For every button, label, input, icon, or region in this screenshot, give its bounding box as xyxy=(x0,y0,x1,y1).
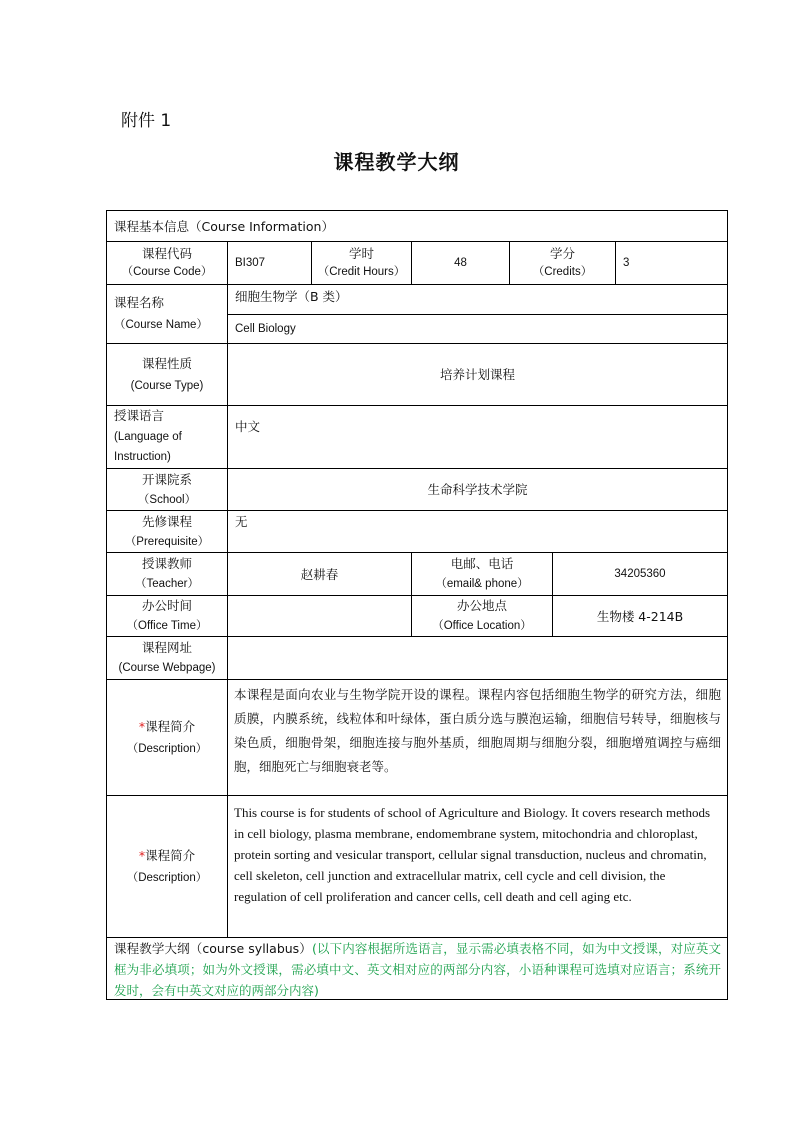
webpage-label-cn: 课程网址 xyxy=(141,640,192,655)
contact-label-en: （email& phone） xyxy=(435,578,529,590)
description-label-text: 课程简介 xyxy=(145,718,196,734)
course-name-en-value xyxy=(228,315,727,343)
office-time-label-cn: 办公时间 xyxy=(141,598,192,613)
credit-hours-label-en: （Credit Hours） xyxy=(317,266,406,278)
office-time-label-en: （Office Time） xyxy=(126,620,208,632)
description-en-label xyxy=(107,796,227,937)
credits-label-en: （Credits） xyxy=(532,266,593,278)
course-name-label-en: （Course Name） xyxy=(114,319,208,331)
course-name-label-cn: 课程名称 xyxy=(114,295,165,310)
office-location-label xyxy=(412,596,552,636)
description-en-label-en: （Description） xyxy=(126,871,208,884)
description-en-value xyxy=(228,796,727,937)
office-time-value xyxy=(228,596,411,636)
attachment-label: 附件 1 xyxy=(121,111,172,131)
contact-text: 34205360 xyxy=(614,567,666,580)
office-time-label xyxy=(107,596,227,636)
page-title: 课程教学大纲 xyxy=(333,150,460,174)
contact-label xyxy=(412,553,552,595)
description-cn-label xyxy=(107,680,227,795)
office-location-label-en: （Office Location） xyxy=(432,620,532,632)
course-info-heading-text: 课程基本信息（Course Information） xyxy=(114,218,334,234)
language-label xyxy=(107,406,227,468)
teacher-value xyxy=(228,553,411,595)
school-label-en: （School） xyxy=(137,493,197,506)
course-name-cn-value xyxy=(228,285,727,314)
course-code-label xyxy=(107,242,227,284)
credits-value xyxy=(616,242,727,284)
required-mark: * xyxy=(138,718,146,734)
course-name-cn-text: 细胞生物学（B 类） xyxy=(235,289,348,304)
prerequisite-value xyxy=(228,511,727,552)
syllabus-label: 课程教学大纲（course syllabus） xyxy=(114,941,312,956)
teacher-label-en: （Teacher） xyxy=(135,578,199,590)
syllabus-note: (以下内容根据所选语言，显示需必填表格不同，如为中文授课，对应英文框为非必填项；如为外文授课，需必填中文、英文相对应的两部分内容，小语种课程可选填对应语言；系统开发时，会有中英文对应的两部分内容) xyxy=(114,941,721,998)
language-label-en-1: (Language of xyxy=(114,430,182,443)
language-value xyxy=(228,406,727,468)
language-label-cn: 授课语言 xyxy=(114,408,165,423)
prerequisite-label-en: （Prerequisite） xyxy=(124,535,210,548)
school-value xyxy=(228,469,727,510)
course-info-heading xyxy=(107,211,727,241)
webpage-value xyxy=(228,637,727,679)
school-label-cn: 开课院系 xyxy=(141,471,192,487)
office-location-text: 生物楼 4-214B xyxy=(596,608,684,624)
credit-hours-text: 48 xyxy=(454,256,467,269)
teacher-label-cn: 授课教师 xyxy=(141,556,192,571)
credits-label xyxy=(510,242,615,284)
prerequisite-label-cn: 先修课程 xyxy=(141,513,192,529)
credit-hours-value xyxy=(412,242,509,284)
course-type-label-cn: 课程性质 xyxy=(141,355,192,371)
course-name-en-text: Cell Biology xyxy=(235,322,296,335)
course-code-label-en: （Course Code） xyxy=(121,266,213,278)
language-text: 中文 xyxy=(235,419,261,434)
description-cn-value xyxy=(228,680,727,795)
description-cn-label-cn xyxy=(139,716,195,738)
webpage-label-en: (Course Webpage) xyxy=(118,662,216,674)
credit-hours-label-cn: 学时 xyxy=(348,246,374,261)
table-rule xyxy=(727,210,728,1000)
description-cn-text: 本课程是面向农业与生物学院开设的课程。课程内容包括细胞生物学的研究方法，细胞质膜，内膜系统，线粒体和叶绿体，蛋白质分选与膜泡运输，细胞信号转导，细胞核与染色质，细胞骨架，细胞连接与胞外基质，细胞周期与细胞分裂，细胞增殖调控与癌细胞，细胞死亡与细胞衰老等。 xyxy=(234,687,721,774)
course-type-value xyxy=(228,344,727,405)
credits-text: 3 xyxy=(623,256,630,269)
webpage-label xyxy=(107,637,227,679)
teacher-label xyxy=(107,553,227,595)
school-text: 生命科学技术学院 xyxy=(427,482,528,497)
office-location-label-cn: 办公地点 xyxy=(456,598,507,613)
syllabus-row xyxy=(107,938,727,999)
description-cn-label-en: （Description） xyxy=(126,742,208,755)
course-name-label xyxy=(107,285,227,343)
course-type-text: 培养计划课程 xyxy=(439,367,515,382)
required-mark: * xyxy=(138,847,146,863)
contact-value xyxy=(553,553,727,595)
course-code-label-cn: 课程代码 xyxy=(141,246,192,261)
credit-hours-label xyxy=(312,242,411,284)
office-location-value xyxy=(553,596,727,636)
description-en-label-cn xyxy=(139,845,195,867)
language-label-en-2: Instruction) xyxy=(114,451,171,463)
school-label xyxy=(107,469,227,510)
credits-label-cn: 学分 xyxy=(549,246,575,261)
teacher-text: 赵耕春 xyxy=(300,566,339,582)
prerequisite-text: 无 xyxy=(235,514,248,529)
course-code-value xyxy=(228,242,311,284)
course-type-label xyxy=(107,344,227,405)
description-en-text: This course is for students of school of Agriculture and Biology. It covers research methods in cell biology, plasma membrane, endomembrane system, mitochondria and chloroplast, protein sorting and vesicular transport, cellular signal transduction, nucleus and chromatin, cell skeleton, cell junction and extracellular matrix, cell cycle and cell division, the regulation of cell proliferation and cancer cells, cell death and cell aging etc. xyxy=(234,805,711,904)
course-type-label-en: (Course Type) xyxy=(130,379,204,392)
prerequisite-label xyxy=(107,511,227,552)
description-label-text: 课程简介 xyxy=(145,847,196,863)
course-code-text: BI307 xyxy=(235,256,266,269)
contact-label-cn: 电邮、电话 xyxy=(450,556,514,571)
